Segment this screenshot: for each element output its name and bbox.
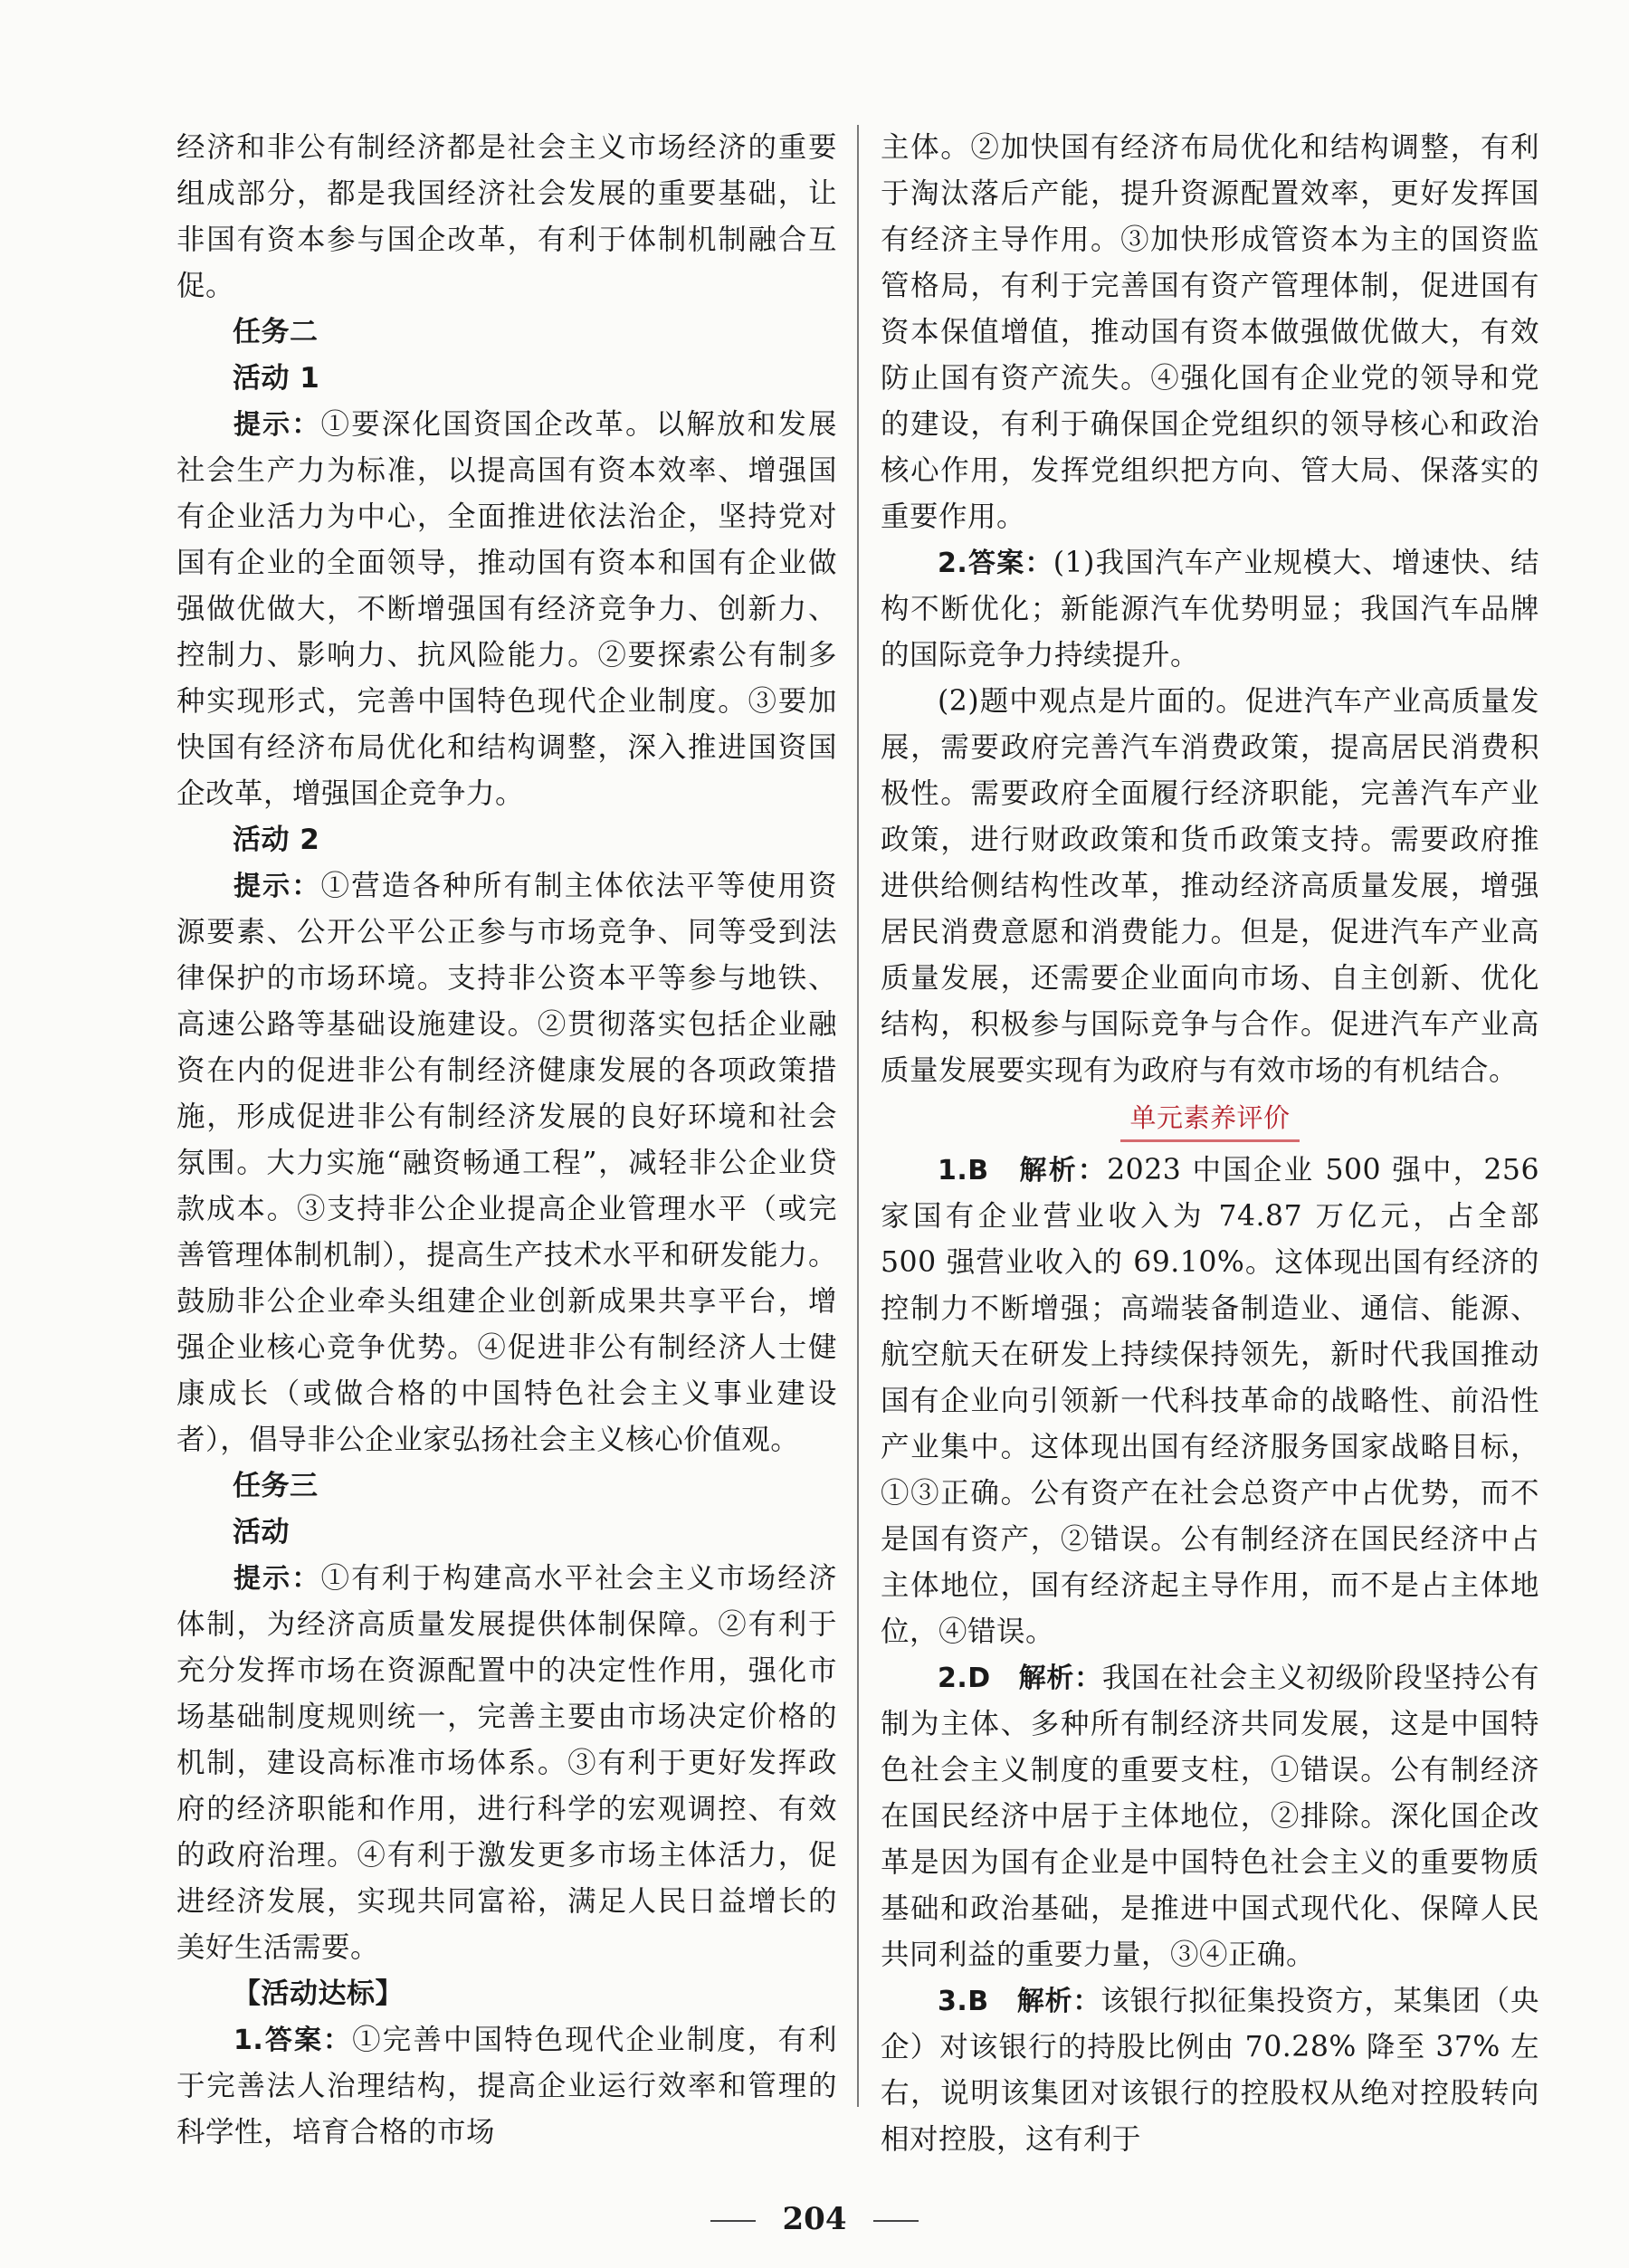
paragraph-activity3 — [176, 1556, 837, 1971]
paragraph-activity1 — [176, 402, 837, 817]
answer-text: (1)我国汽车产业规模大、增速快、结构不断优化；新能源汽车优势明显；我国汽车品牌的国际竞争力持续提升。 — [881, 547, 1539, 672]
heading-task2: 任务二 — [233, 316, 319, 348]
hint-label: 提示： — [233, 409, 321, 441]
column-divider — [857, 125, 859, 2107]
answer-label: 2.答案： — [938, 548, 1053, 579]
heading-activity1: 活动 1 — [233, 362, 320, 395]
analysis-text: 2023 中国企业 500 强中，256 家国有企业营业收入为 74.87 万亿元，占全部 500 强营业收入的 69.10%。这体现出国有经济的控制力不断增强；高端装备制造业、通信、能源、航空航天在研发上持续保持领先，新时代我国推动国有企业向引领新一代科技革命的战略性、前沿性产业集中。这体现出国有经济服务国家战略目标，①③正确。公有资产在社会总资产中占优势，而不是国有资产，②错误。公有制经济在国民经济中占主体地位，国有经济起主导作用，而不是占主体地位，④错误。 — [881, 1154, 1539, 1648]
paragraph-eval3 — [881, 1978, 1539, 2163]
analysis-text: 我国在社会主义初级阶段坚持公有制为主体、多种所有制经济共同发展，这是中国特色社会主义制度的重要支柱，①错误。公有制经济在国民经济中居于主体地位，②排除。深化国企改革是因为国有企业是中国特色社会主义的重要物质基础和政治基础，是推进中国式现代化、保障人民共同利益的重要力量，③④正确。 — [881, 1662, 1539, 1971]
footer-dash-right — [873, 2220, 919, 2222]
paragraph-activity2 — [176, 863, 837, 1463]
paragraph-eval2 — [881, 1655, 1539, 1978]
left-column — [176, 125, 837, 2156]
paragraph-answer2 — [881, 540, 1539, 679]
hint-text: ①有利于构建高水平社会主义市场经济体制，为经济高质量发展提供体制保障。②有利于充分发挥市场在资源配置中的决定性作用，强化市场基础制度规则统一，完善主要由市场决定价格的机制，建设高标准市场体系。③有利于更好发挥政府的经济职能和作用，进行科学的宏观调控、有效的政府治理。④有利于激发更多市场主体活力，促进经济发展，实现共同富裕，满足人民日益增长的美好生活需要。 — [176, 1562, 837, 1964]
hint-label: 提示： — [233, 871, 321, 902]
paragraph-eval1 — [881, 1148, 1539, 1655]
heading-activity2: 活动 2 — [233, 824, 320, 856]
paragraph-answer2-part2: (2)题中观点是片面的。促进汽车产业高质量发展，需要政府完善汽车消费政策，提高居民消费积极性。需要政府全面履行经济职能，完善汽车产业政策，进行财政政策和货币政策支持。需要政府推进供给侧结构性改革，推动经济高质量发展，增强居民消费意愿和消费能力。但是，促进汽车产业高质量发展，还需要企业面向市场、自主创新、优化结构，积极参与国际竞争与合作。促进汽车产业高质量发展要实现有为政府与有效市场的有机结合。 — [881, 685, 1539, 1087]
answer-text: ①完善中国特色现代企业制度，有利于完善法人治理结构，提高企业运行效率和管理的科学性，培育合格的市场 — [176, 2024, 837, 2149]
analysis-label: 2.D 解析： — [938, 1663, 1102, 1694]
paragraph-answer1 — [176, 2017, 837, 2156]
heading-activity-standard: 【活动达标】 — [233, 1977, 404, 2010]
hint-text: ①营造各种所有制主体依法平等使用资源要素、公开公平公正参与市场竞争、同等受到法律保护的市场环境。支持非公资本平等参与地铁、高速公路等基础设施建设。②贯彻落实包括企业融资在内的促进非公有制经济健康发展的各项政策措施，形成促进非公有制经济发展的良好环境和社会氛围。大力实施“融资畅通工程”，减轻非公企业贷款成本。③支持非公企业提高企业管理水平（或完善管理体制机制），提高生产技术水平和研发能力。鼓励非公企业牵头组建企业创新成果共享平台，增强企业核心竞争优势。④促进非公有制经济人士健康成长（或做合格的中国特色社会主义事业建设者），倡导非公企业家弘扬社会主义核心价值观。 — [176, 870, 837, 1456]
heading-activity: 活动 — [233, 1516, 290, 1549]
paragraph-continued: 主体。②加快国有经济布局优化和结构调整，有利于淘汰落后产能，提升资源配置效率，更好发挥国有经济主导作用。③加快形成管资本为主的国资监管格局，有利于完善国有资产管理体制，促进国有资本保值增值，推动国有资本做强做优做大，有效防止国有资产流失。④强化国有企业党的领导和党的建设，有利于确保国企党组织的领导核心和政治核心作用，发挥党组织把方向、管大局、保落实的重要作用。 — [881, 131, 1539, 533]
hint-label: 提示： — [233, 1563, 321, 1595]
section-title-wrap — [881, 1098, 1539, 1142]
paragraph-intro: 经济和非公有制经济都是社会主义市场经济的重要组成部分，都是我国经济社会发展的重要基础，让非国有资本参与国企改革，有利于体制机制融合互促。 — [176, 131, 837, 302]
section-title: 单元素养评价 — [1120, 1098, 1299, 1142]
analysis-label: 1.B 解析： — [938, 1155, 1108, 1186]
hint-text: ①要深化国资国企改革。以解放和发展社会生产力为标准，以提高国有资本效率、增强国有企业活力为中心，全面推进依法治企，坚持党对国有企业的全面领导，推动国有资本和国有企业做强做优做大，不断增强国有经济竞争力、创新力、控制力、影响力、抗风险能力。②要探索公有制多种实现形式，完善中国特色现代企业制度。③要加快国有经济布局优化和结构调整，深入推进国资国企改革，增强国企竞争力。 — [176, 408, 837, 810]
heading-task3: 任务三 — [233, 1470, 319, 1502]
footer-dash-left — [710, 2220, 756, 2222]
answer-label: 1.答案： — [233, 2025, 353, 2056]
page-footer — [0, 2201, 1629, 2237]
analysis-text: 该银行拟征集投资方，某集团（央企）对该银行的持股比例由 70.28% 降至 37% 左右，说明该集团对该银行的控股权从绝对控股转向相对控股，这有利于 — [881, 1985, 1539, 2156]
page-number: 204 — [782, 2201, 847, 2237]
right-column — [881, 125, 1539, 2163]
analysis-label: 3.B 解析： — [938, 1986, 1101, 2017]
